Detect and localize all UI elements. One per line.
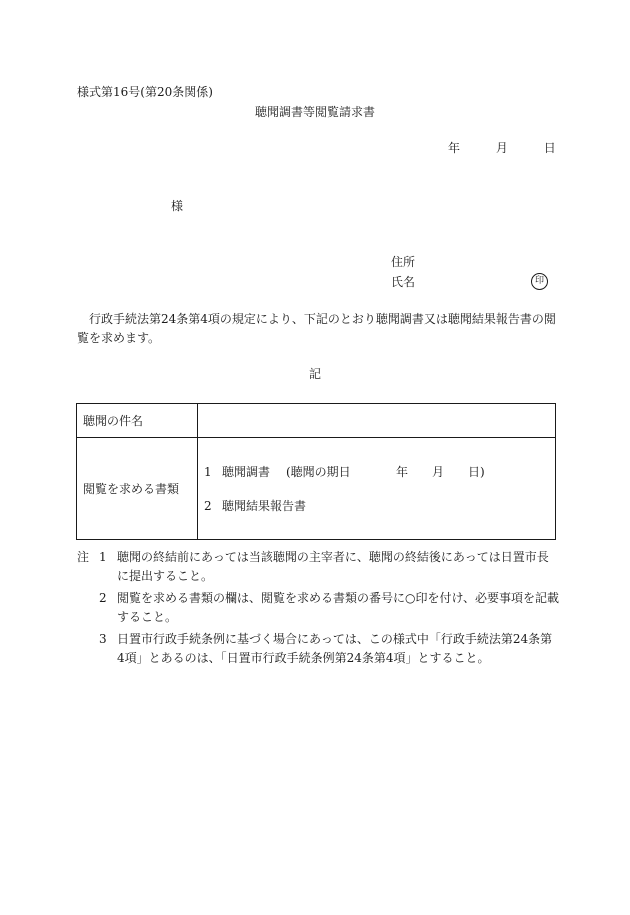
- ki-heading: 記: [308, 367, 321, 381]
- addressee-suffix: 様: [171, 199, 184, 213]
- list-item: [204, 497, 555, 515]
- note-number: 1: [99, 550, 107, 564]
- item-text: 聴聞結果報告書: [222, 498, 307, 513]
- request-body-text: 行政手続法第24条第4項の規定により、下記のとおり聴聞調書又は聴聞結果報告書の閲覧を求めます。: [77, 312, 556, 345]
- notes-section: [77, 548, 559, 671]
- table-row: [77, 438, 556, 540]
- date-day-label: 日: [543, 141, 556, 155]
- subject-label: 聴聞の件名: [77, 404, 198, 438]
- date-month-label: 月: [495, 141, 508, 155]
- hearing-date-label: (聴聞の期日: [286, 464, 351, 479]
- list-item: [204, 463, 555, 481]
- document-title: 聴聞調書等閲覧請求書: [254, 105, 375, 119]
- note-number: 3: [99, 632, 107, 646]
- note-text: 日置市行政手続条例に基づく場合にあっては、この様式中「行政手続法第24条第4項」とあるのは、「日置市行政手続条例第24条第4項」とすること。: [117, 632, 553, 665]
- note-item: [77, 548, 559, 586]
- note-item: [77, 630, 559, 668]
- form-number: 様式第16号(第20条関係): [77, 85, 213, 99]
- hearing-month-label: 月: [432, 464, 445, 479]
- note-number: 2: [99, 591, 107, 605]
- date-line: [448, 140, 556, 156]
- hearing-year-label: 年: [396, 464, 409, 479]
- subject-field[interactable]: [198, 404, 556, 438]
- seal-icon: 印: [531, 273, 548, 290]
- documents-label: 閲覧を求める書類: [77, 438, 198, 540]
- note-item: [77, 589, 559, 627]
- name-label: 氏名: [391, 275, 416, 289]
- date-year-label: 年: [448, 141, 461, 155]
- item-text: 聴聞調書: [222, 464, 271, 479]
- item-number: 2: [204, 498, 212, 513]
- note-text: 閲覧を求める書類の欄は、閲覧を求める書類の番号に○印を付け、必要事項を記載すること。: [117, 591, 559, 624]
- notes-prefix: 注: [77, 550, 90, 564]
- address-label: 住所: [391, 255, 416, 269]
- note-text: 聴聞の終結前にあっては当該聴聞の主宰者に、聴聞の終結後にあっては日置市長に提出すること。: [117, 550, 549, 583]
- hearing-day-label: 日): [468, 464, 485, 479]
- documents-field: [198, 438, 556, 540]
- table-row: [77, 404, 556, 438]
- item-number: 1: [204, 464, 212, 479]
- request-table: [76, 403, 556, 540]
